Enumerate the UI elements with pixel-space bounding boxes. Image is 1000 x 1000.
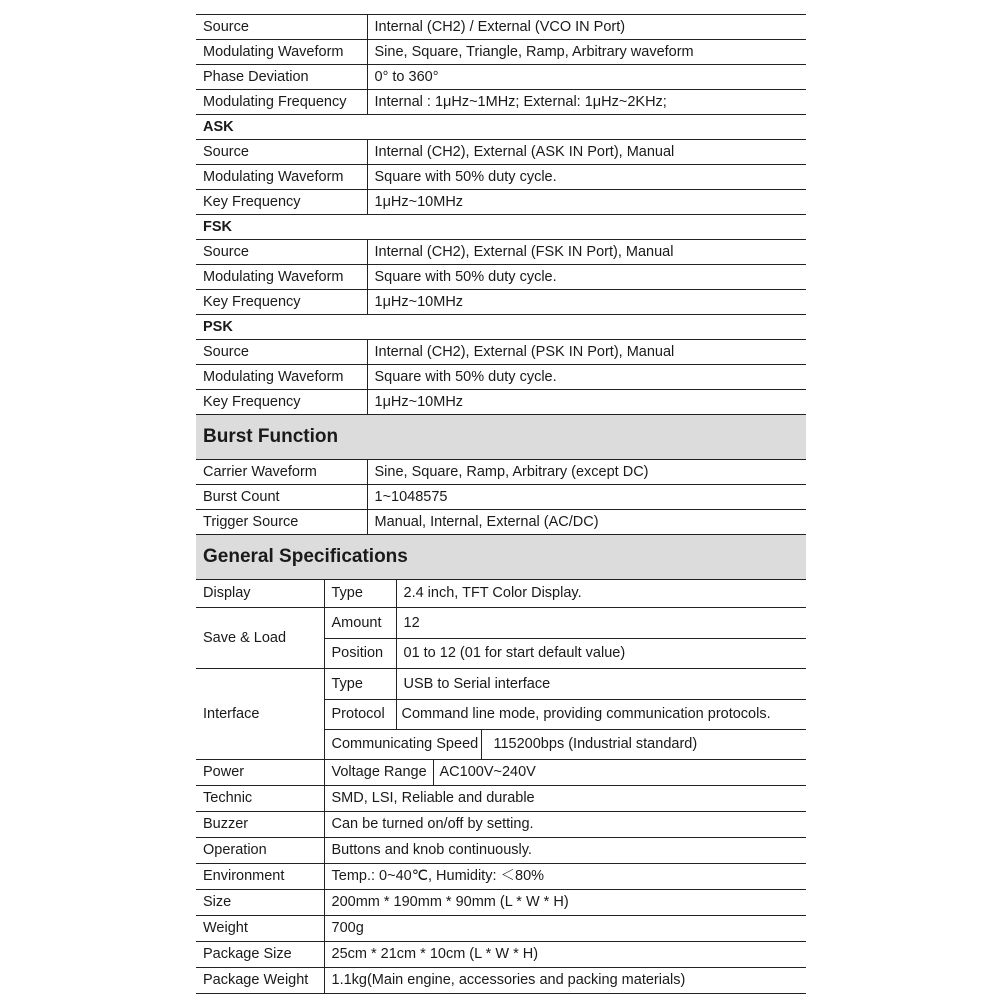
table-row bbox=[196, 760, 806, 786]
table-row bbox=[196, 265, 806, 290]
spec-label: Interface bbox=[196, 669, 324, 760]
spec-label: Modulating Waveform bbox=[196, 40, 367, 65]
fsk-heading: FSK bbox=[196, 215, 806, 240]
spec-value: 700g bbox=[324, 916, 806, 942]
spec-value: Square with 50% duty cycle. bbox=[367, 365, 806, 390]
spec-value: Temp.: 0~40℃, Humidity: ＜80% bbox=[324, 864, 806, 890]
spec-label: Modulating Waveform bbox=[196, 265, 367, 290]
spec-value: Square with 50% duty cycle. bbox=[367, 265, 806, 290]
spec-label: Phase Deviation bbox=[196, 65, 367, 90]
table-row bbox=[196, 40, 806, 65]
spec-value: 1μHz~10MHz bbox=[367, 290, 806, 315]
burst-section-title: Burst Function bbox=[196, 415, 806, 460]
spec-value: 0° to 360° bbox=[367, 65, 806, 90]
spec-label: Source bbox=[196, 140, 367, 165]
spec-key: Type bbox=[324, 580, 396, 608]
table-row bbox=[196, 580, 806, 608]
spec-label: Power bbox=[196, 760, 324, 786]
modulation-table bbox=[196, 14, 806, 580]
table-row bbox=[196, 786, 806, 812]
spec-label: Source bbox=[196, 15, 367, 40]
spec-label: Key Frequency bbox=[196, 290, 367, 315]
table-row bbox=[196, 838, 806, 864]
spec-label: Package Weight bbox=[196, 968, 324, 994]
spec-label: Save & Load bbox=[196, 608, 324, 669]
spec-value: 12 bbox=[396, 608, 806, 639]
table-row bbox=[196, 890, 806, 916]
voltage-range-cell bbox=[324, 760, 806, 786]
table-row bbox=[196, 669, 806, 700]
table-row bbox=[196, 90, 806, 115]
spec-value: 1.1kg(Main engine, accessories and packing materials) bbox=[324, 968, 806, 994]
spec-value: Command line mode, providing communication protocols. bbox=[396, 700, 806, 730]
spec-value: Sine, Square, Ramp, Arbitrary (except DC) bbox=[367, 460, 806, 485]
ask-heading-row bbox=[196, 115, 806, 140]
spec-label: Modulating Frequency bbox=[196, 90, 367, 115]
table-row bbox=[196, 340, 806, 365]
spec-label: Carrier Waveform bbox=[196, 460, 367, 485]
table-row bbox=[196, 460, 806, 485]
spec-value: 01 to 12 (01 for start default value) bbox=[396, 639, 806, 669]
spec-value: Manual, Internal, External (AC/DC) bbox=[367, 510, 806, 535]
table-row bbox=[196, 165, 806, 190]
spec-label: Trigger Source bbox=[196, 510, 367, 535]
spec-key: Amount bbox=[324, 608, 396, 639]
spec-label: Burst Count bbox=[196, 485, 367, 510]
table-row bbox=[196, 190, 806, 215]
spec-label: Weight bbox=[196, 916, 324, 942]
table-row bbox=[196, 864, 806, 890]
spec-value: 25cm * 21cm * 10cm (L * W * H) bbox=[324, 942, 806, 968]
spec-value: Square with 50% duty cycle. bbox=[367, 165, 806, 190]
general-section-title: General Specifications bbox=[196, 535, 806, 580]
general-spec-table bbox=[196, 580, 806, 994]
spec-value: AC100V~240V bbox=[433, 760, 536, 785]
spec-value: 1~1048575 bbox=[367, 485, 806, 510]
spec-label: Key Frequency bbox=[196, 190, 367, 215]
spec-key: Type bbox=[324, 669, 396, 700]
table-row bbox=[196, 510, 806, 535]
spec-value: 200mm * 190mm * 90mm (L * W * H) bbox=[324, 890, 806, 916]
spec-value: Can be turned on/off by setting. bbox=[324, 812, 806, 838]
table-row bbox=[196, 812, 806, 838]
spec-label: Buzzer bbox=[196, 812, 324, 838]
burst-section-header bbox=[196, 415, 806, 460]
table-row bbox=[196, 485, 806, 510]
spec-label: Package Size bbox=[196, 942, 324, 968]
spec-value: 2.4 inch, TFT Color Display. bbox=[396, 580, 806, 608]
spec-value: 1μHz~10MHz bbox=[367, 190, 806, 215]
table-row bbox=[196, 65, 806, 90]
table-row bbox=[196, 365, 806, 390]
table-row bbox=[196, 290, 806, 315]
table-row bbox=[196, 608, 806, 639]
spec-value: Internal (CH2), External (PSK IN Port), Manual bbox=[367, 340, 806, 365]
spec-label: Modulating Waveform bbox=[196, 365, 367, 390]
spec-key: Voltage Range bbox=[331, 764, 427, 780]
spec-value: Sine, Square, Triangle, Ramp, Arbitrary waveform bbox=[367, 40, 806, 65]
spec-label: Environment bbox=[196, 864, 324, 890]
spec-label: Display bbox=[196, 580, 324, 608]
spec-key: Communicating Speed bbox=[331, 736, 479, 752]
spec-value: Buttons and knob continuously. bbox=[324, 838, 806, 864]
table-row bbox=[196, 968, 806, 994]
spec-label: Modulating Waveform bbox=[196, 165, 367, 190]
spec-label: Operation bbox=[196, 838, 324, 864]
spec-label: Size bbox=[196, 890, 324, 916]
spec-key: Position bbox=[324, 639, 396, 669]
spec-label: Technic bbox=[196, 786, 324, 812]
spec-sheet bbox=[196, 14, 806, 994]
table-row bbox=[196, 916, 806, 942]
spec-label: Source bbox=[196, 340, 367, 365]
table-row bbox=[196, 140, 806, 165]
table-row bbox=[196, 942, 806, 968]
spec-label: Source bbox=[196, 240, 367, 265]
spec-label: Key Frequency bbox=[196, 390, 367, 415]
psk-heading-row bbox=[196, 315, 806, 340]
ask-heading: ASK bbox=[196, 115, 806, 140]
spec-key: Protocol bbox=[324, 700, 396, 730]
spec-value: 115200bps (Industrial standard) bbox=[481, 730, 698, 759]
communicating-speed-cell bbox=[324, 730, 806, 760]
table-row bbox=[196, 15, 806, 40]
table-row bbox=[196, 240, 806, 265]
psk-heading: PSK bbox=[196, 315, 806, 340]
spec-value: Internal (CH2) / External (VCO IN Port) bbox=[367, 15, 806, 40]
table-row bbox=[196, 390, 806, 415]
spec-value: 1μHz~10MHz bbox=[367, 390, 806, 415]
general-section-header bbox=[196, 535, 806, 580]
fsk-heading-row bbox=[196, 215, 806, 240]
spec-value: Internal : 1μHz~1MHz; External: 1μHz~2KHz; bbox=[367, 90, 806, 115]
spec-value: USB to Serial interface bbox=[396, 669, 806, 700]
spec-value: Internal (CH2), External (ASK IN Port), Manual bbox=[367, 140, 806, 165]
spec-value: SMD, LSI, Reliable and durable bbox=[324, 786, 806, 812]
spec-value: Internal (CH2), External (FSK IN Port), Manual bbox=[367, 240, 806, 265]
